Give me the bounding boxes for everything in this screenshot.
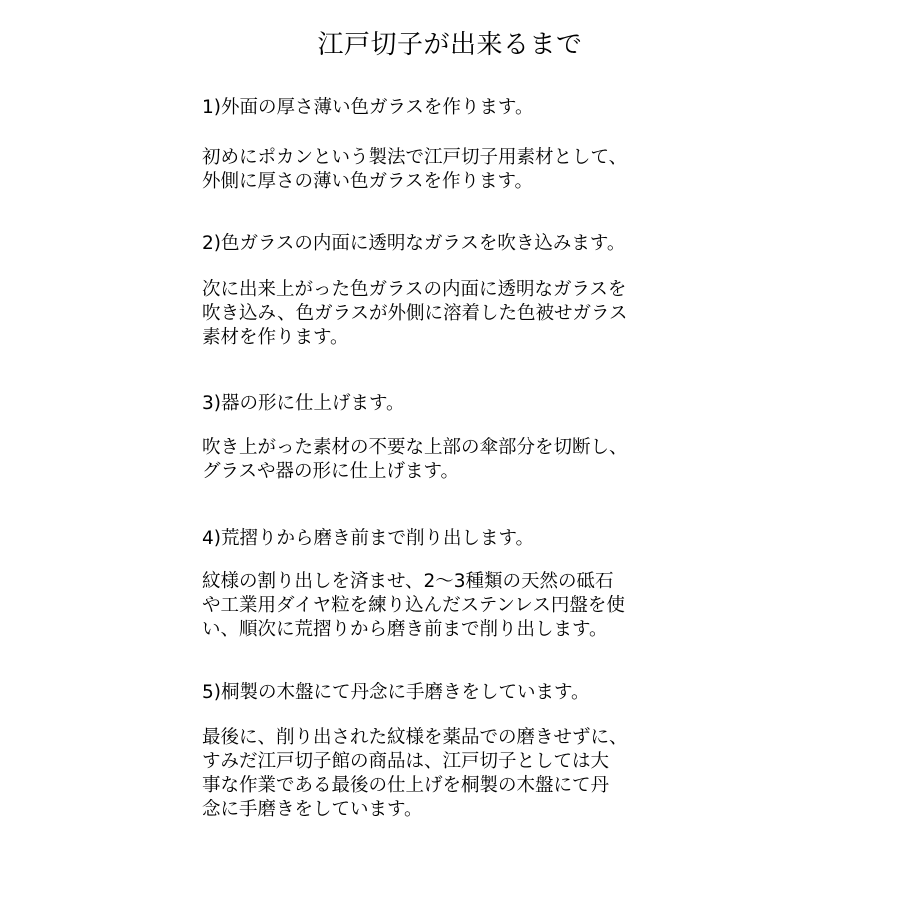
body-line: い、順次に荒摺りから磨き前まで削り出します。 [202,619,608,640]
body-line: や工業用ダイヤ粒を練り込んだステンレス円盤を使 [202,595,625,616]
step-heading: 3)器の形に仕上げます。 [202,393,405,414]
body-line: 次に出来上がった色ガラスの内面に透明なガラスを [202,279,627,300]
page-title: 江戸切子が出来るまで [317,30,583,60]
step-body [202,278,628,350]
body-line: 外側に厚さの薄い色ガラスを作ります。 [202,171,533,192]
step-heading: 5)桐製の木盤にて丹念に手磨きをしています。 [202,682,590,703]
body-line: 最後に、削り出された紋様を薬品での磨きせずに、 [202,727,628,748]
step-heading: 4)荒摺りから磨き前まで削り出します。 [202,528,535,549]
step-body [202,436,628,484]
step-body [202,726,628,822]
step-body [202,146,627,194]
body-line: 素材を作ります。 [202,327,349,348]
body-line: 吹き上がった素材の不要な上部の傘部分を切断し、 [202,437,628,458]
body-line: 念に手磨きをしています。 [202,799,423,820]
body-line: グラスや器の形に仕上げます。 [202,461,459,482]
body-line: 紋様の割り出しを済ませ、2～3種類の天然の砥石 [202,571,614,592]
body-line: すみだ江戸切子館の商品は、江戸切子としては大 [202,751,610,772]
body-line: 吹き込み、色ガラスが外側に溶着した色被せガラス [202,303,628,324]
step-heading: 1)外面の厚さ薄い色ガラスを作ります。 [202,97,534,118]
step-heading: 2)色ガラスの内面に透明なガラスを吹き込みます。 [202,233,626,254]
body-line: 初めにポカンという製法で江戸切子用素材として、 [202,147,628,168]
body-line: 事な作業である最後の仕上げを桐製の木盤にて丹 [202,775,610,796]
step-body [202,570,625,642]
